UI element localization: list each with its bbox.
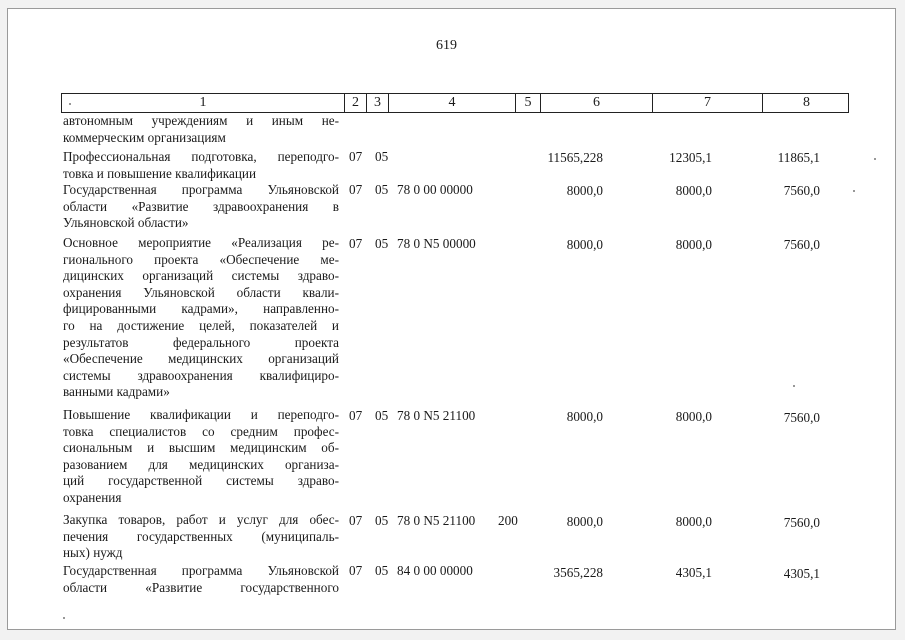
amount-col-7: 12305,1	[669, 150, 712, 165]
description-line: ных) нужд	[63, 545, 123, 561]
description-line: Профессиональная подготовка, переподго-	[63, 149, 339, 164]
table-row-description	[63, 563, 339, 596]
amount-col-7: 8000,0	[675, 514, 712, 529]
description-line: Закупка товаров, работ и услуг для обес-	[63, 512, 339, 527]
amount-col-8: 11865,1	[777, 150, 820, 165]
description-line: ций государственной системы здраво-	[63, 473, 339, 489]
description-line: «Обеспечение медицинских организаций	[63, 351, 339, 367]
subsection-code: 05	[375, 182, 389, 197]
header-col-6: 6	[541, 94, 653, 112]
amount-col-8: 7560,0	[783, 183, 820, 198]
amount-col-7: 4305,1	[675, 565, 712, 580]
description-line: разованием для медицинских организа-	[63, 456, 339, 472]
description-line: ванными кадрами»	[63, 384, 170, 400]
section-code: 07	[349, 149, 363, 164]
amount-col-6: 3565,228	[553, 565, 603, 580]
description-line: го на достижение целей, показателей и	[63, 317, 339, 333]
table-row-description	[63, 235, 339, 401]
description-line: товка специалистов со средним профес-	[63, 423, 339, 439]
description-line: Государственная программа Ульяновской	[63, 563, 339, 578]
description-line: Основное мероприятие «Реализация ре-	[63, 235, 339, 250]
amount-col-6: 8000,0	[566, 514, 603, 529]
section-code: 07	[349, 236, 363, 251]
table-row-description	[63, 182, 339, 232]
subsection-code: 05	[375, 563, 389, 578]
target-article-code: 84 0 00 00000	[397, 563, 473, 578]
description-line: автономным учреждениям и иным не-	[63, 113, 339, 128]
target-article-code: 78 0 N5 00000	[397, 236, 476, 251]
section-code: 07	[349, 563, 363, 578]
description-line: системы здравоохранения квалифициро-	[63, 367, 339, 383]
description-line: товка и повышение квалификации	[63, 165, 257, 181]
target-article-code: 78 0 00 00000	[397, 182, 473, 197]
header-col-7: 7	[653, 94, 763, 112]
description-line: Повышение квалификации и переподго-	[63, 407, 339, 422]
amount-col-6: 8000,0	[566, 409, 603, 424]
description-line: области «Развитие государственного	[63, 579, 339, 595]
expense-type-code: 200	[498, 513, 518, 528]
amount-col-7: 8000,0	[675, 237, 712, 252]
subsection-code: 05	[375, 513, 389, 528]
description-line: фицированными кадрами», направленно-	[63, 301, 339, 317]
description-line: охранения Ульяновской области квали-	[63, 284, 339, 300]
amount-col-6: 8000,0	[566, 237, 603, 252]
description-line: результатов федерального проекта	[63, 334, 339, 350]
scan-speck	[793, 385, 795, 387]
subsection-code: 05	[375, 149, 389, 164]
header-col-1: 1	[62, 94, 345, 112]
amount-col-7: 8000,0	[675, 183, 712, 198]
description-line: коммерческим организациям	[63, 129, 226, 145]
header-col-2: 2	[345, 94, 367, 112]
header-col-5: 5	[516, 94, 541, 112]
section-code: 07	[349, 182, 363, 197]
subsection-code: 05	[375, 236, 389, 251]
subsection-code: 05	[375, 408, 389, 423]
description-line: охранения	[63, 489, 122, 505]
amount-col-8: 7560,0	[783, 515, 820, 530]
amount-col-6: 11565,228	[547, 150, 603, 165]
amount-col-7: 8000,0	[675, 409, 712, 424]
table-row-description	[63, 407, 339, 507]
table-row-description	[63, 149, 339, 182]
target-article-code: 78 0 N5 21100	[397, 408, 476, 423]
section-code: 07	[349, 408, 363, 423]
description-line: Ульяновской области»	[63, 215, 189, 231]
description-line: дицинских организаций системы здраво-	[63, 268, 339, 284]
description-line: печения государственных (муниципаль-	[63, 528, 339, 544]
table-row-description	[63, 512, 339, 562]
section-code: 07	[349, 513, 363, 528]
scan-speck	[69, 103, 71, 105]
scan-speck	[63, 617, 65, 619]
scan-speck	[853, 190, 855, 192]
header-col-8: 8	[803, 95, 810, 110]
page-number: 619	[436, 38, 457, 53]
table-header	[61, 93, 849, 113]
description-line: сиональным и высшим медицинским об-	[63, 440, 339, 456]
table-row-description	[63, 113, 339, 146]
description-line: области «Развитие здравоохранения в	[63, 198, 339, 214]
amount-col-8: 7560,0	[783, 410, 820, 425]
amount-col-8: 4305,1	[783, 566, 820, 581]
description-line: гионального проекта «Обеспечение ме-	[63, 251, 339, 267]
header-col-3: 3	[367, 94, 389, 112]
scan-speck	[874, 158, 876, 160]
description-line: Государственная программа Ульяновской	[63, 182, 339, 197]
target-article-code: 78 0 N5 21100	[397, 513, 476, 528]
amount-col-6: 8000,0	[566, 183, 603, 198]
amount-col-8: 7560,0	[783, 237, 820, 252]
header-col-4: 4	[389, 94, 516, 112]
